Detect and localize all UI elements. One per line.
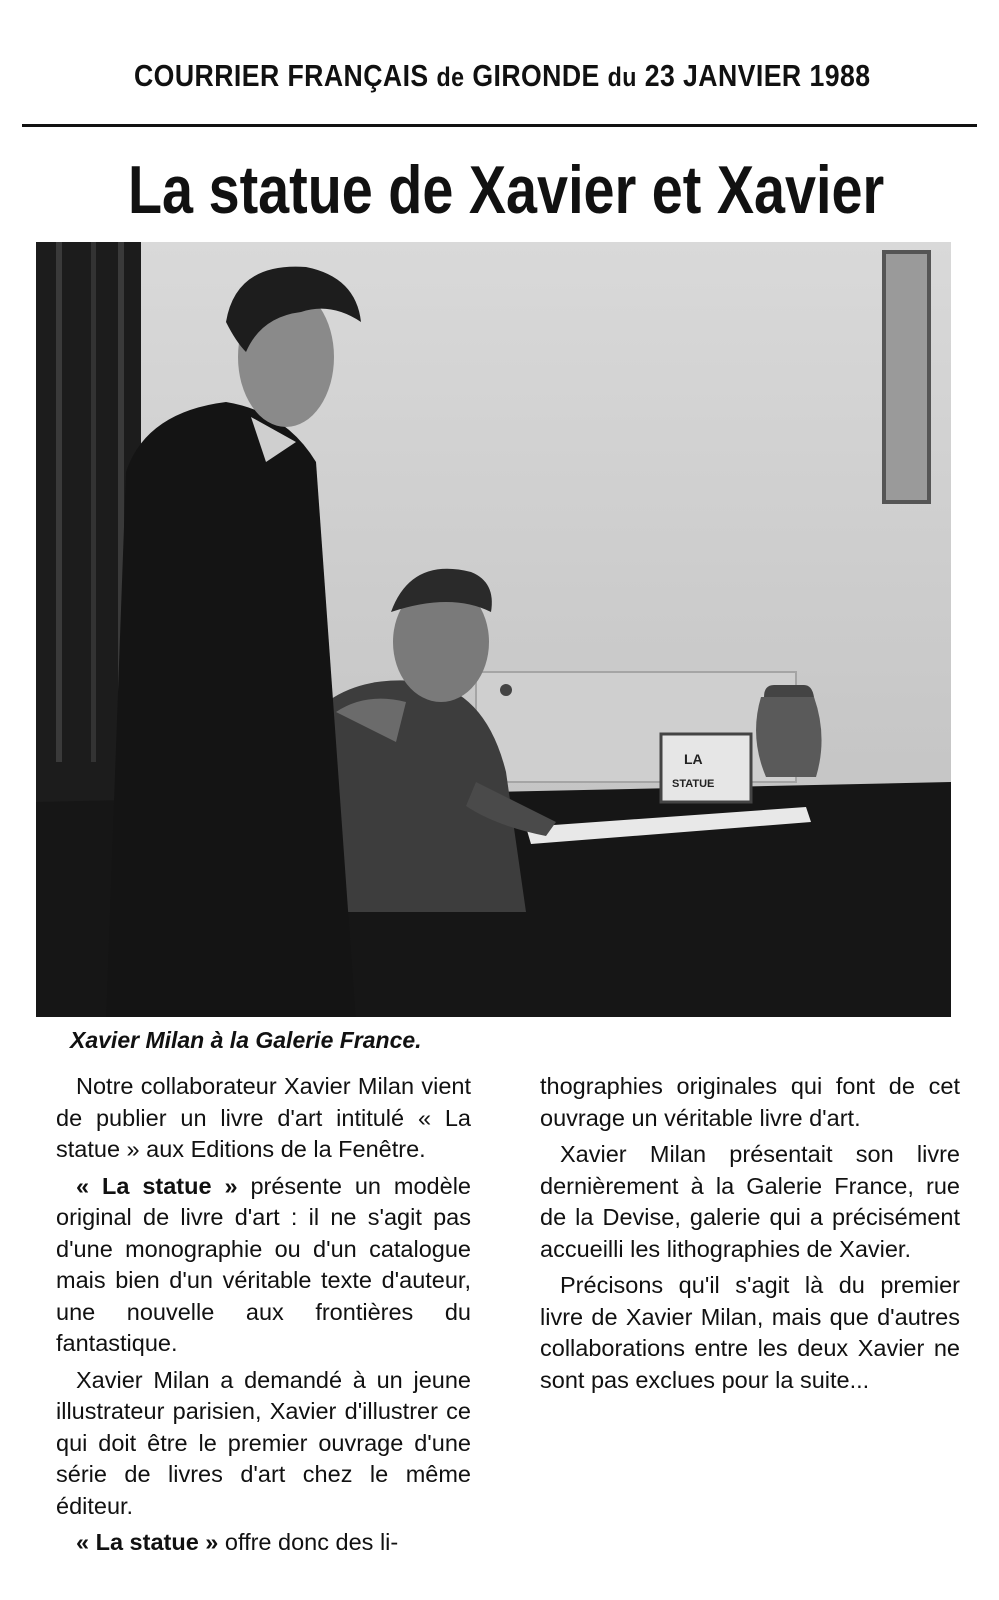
article-photo	[36, 242, 951, 1017]
masthead-du: du	[607, 62, 637, 92]
book-text-la: LA	[684, 751, 703, 767]
paragraph: Xavier Milan a demandé à un jeune illustrateur parisien, Xavier d'illustrer ce qui doit être le premier ouvrage d'une série de livres d'art chez le même éditeur.	[56, 1366, 471, 1519]
masthead-de: de	[436, 62, 465, 92]
photo-caption: Xavier Milan à la Galerie France.	[70, 1027, 422, 1053]
paragraph	[56, 1527, 471, 1559]
book-title-bold: « La statue »	[76, 1529, 219, 1555]
masthead-title: COURRIER FRANÇAIS	[134, 58, 429, 93]
article-headline: La statue de Xavier et Xavier	[128, 152, 885, 228]
masthead-date: 23 JANVIER 1988	[644, 58, 871, 93]
photo-illustration	[36, 242, 951, 1017]
article-column-left	[56, 1071, 471, 1564]
paragraph: Notre collaborateur Xavier Milan vient de publier un livre d'art intitulé « La statue » aux Editions de la Fenêtre.	[56, 1073, 471, 1162]
carafe	[756, 697, 822, 777]
paragraph: Xavier Milan présentait son livre dernièrement à la Galerie France, rue de la Devise, galerie qui a précisément accueilli les lithographies de Xavier.	[540, 1141, 960, 1262]
article-column-right	[540, 1071, 960, 1401]
newspaper-masthead	[134, 58, 871, 94]
door-knob	[500, 684, 512, 696]
book-display	[661, 734, 751, 802]
paragraph: Précisons qu'il s'agit là du premier livre de Xavier Milan, mais que d'autres collaborations entre les deux Xavier ne sont pas exclues pour la suite...	[540, 1272, 960, 1393]
book-title-bold: « La statue »	[76, 1172, 238, 1199]
masthead-region: GIRONDE	[472, 58, 600, 93]
paragraph-text: présente un modèle original de livre d'art : il ne s'agit pas d'une monographie ou d'un catalogue mais bien d'un véritable texte d'auteur, une nouvelle aux frontières du fantastique.	[56, 1172, 471, 1356]
book-text-statue: STATUE	[672, 778, 715, 790]
header-rule	[22, 124, 977, 127]
paragraph-text: offre donc des li-	[218, 1529, 399, 1555]
paragraph: thographies originales qui font de cet ouvrage un véritable livre d'art.	[540, 1073, 960, 1131]
wall-frame	[884, 252, 929, 502]
paragraph	[56, 1171, 471, 1360]
